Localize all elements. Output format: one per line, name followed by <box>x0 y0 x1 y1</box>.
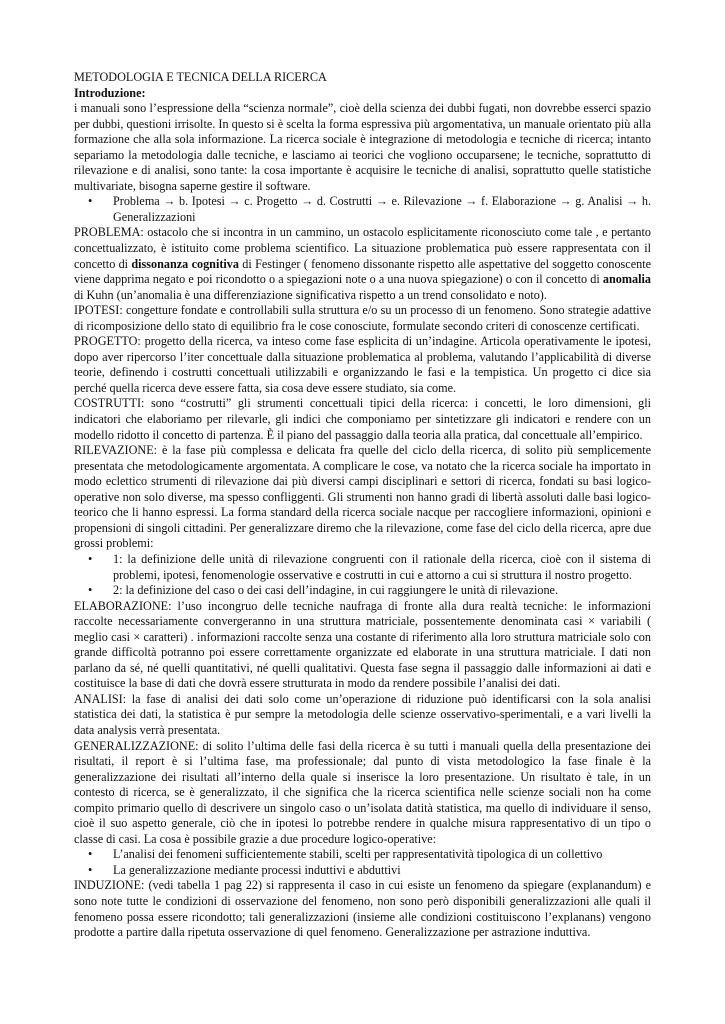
bullet-icon: • <box>88 847 93 862</box>
problema-text-3: di Kuhn (un’anomalia è una differenziazione significativa rispetto a un trend consolidato e noto). <box>74 287 547 302</box>
bullet-icon: • <box>88 583 93 598</box>
anomalia-term: anomalia <box>602 272 651 287</box>
document-page <box>74 70 651 941</box>
costrutti-paragraph: COSTRUTTI: sono “costrutti” gli strumenti concettuali tipici della ricerca: i concetti, le loro dimensioni, gli indicatori che elaboriamo per rilevarle, gli indici che componiamo per sintetizzare gli indicatori e rendere con un modello ridotto il concetto di partenza. È il piano del passaggio dalla teoria alla pratica, dal concettuale all’empirico. <box>74 396 651 442</box>
list-item <box>74 583 651 599</box>
document-title: METODOLOGIA E TECNICA DELLA RICERCA <box>74 70 327 84</box>
dissonanza-term: dissonanza cognitiva <box>131 256 239 271</box>
list-item-text: 2: la definizione del caso o dei casi dell’indagine, in cui raggiungere le unità di rilevazione. <box>113 583 559 598</box>
intro-paragraph: i manuali sono l’espressione della “scienza normale”, cioè della scienza dei dubbi fugati, non dovrebbe esserci spazio per dubbi, questioni irrisolte. In questo si è scelta la forma espressiva più argomentativa, un manuale orientato più alla formazione che alla sola informazione. La ricerca sociale è integrazione di metodologia e tecniche di ricerca; intanto separiamo la metodologia dalle tecniche, e lasciamo ai teorici che vogliono occuparsene; le tecniche, soprattutto di rilevazione e di analisi, sono tante: la cosa importante è acquisire le tecniche di analisi, soprattutto quelle statistiche multivariate, bisogna saperne gestire il software. <box>74 101 651 193</box>
rilevazione-list <box>74 552 651 599</box>
list-item-text: 1: la definizione delle unità di rilevazione congruenti con il rationale della ricerca, cioè con il sistema di problemi, ipotesi, fenomenologie osservative e costrutti in cui e attorno a cui si struttura il nostro progetto. <box>113 551 651 582</box>
bullet-icon: • <box>88 551 93 566</box>
intro-heading: Introduzione: <box>74 85 146 100</box>
phases-text: Problema → b. Ipotesi → c. Progetto → d. Costrutti → e. Rilevazione → f. Elaborazione → g. Analisi → h. Generalizzazioni <box>113 194 651 224</box>
progetto-paragraph: PROGETTO: progetto della ricerca, va inteso come fase esplicita di un’indagine. Articola operativamente le ipotesi, dopo aver ripercorso l’iter concettuale dalla situazione problematica al problema, valutando l’applicabilità di diverse teorie, definendo i costrutti concettuali utilizzabili e organizzando le fasi e la tempistica. Un progetto ci dice sia perché quella ricerca deve essere fatta, sia cosa deve essere studiato, sia come. <box>74 334 651 395</box>
problema-text-2: di Festinger ( fenomeno dissonante rispetto alle aspettative del soggetto conoscente viene dapprima negato e poi ricondotto o a spiegazioni note o a una nuova spiegazione) o con il concetto di <box>74 256 652 287</box>
list-item-text: L’analisi dei fenomeni sufficientemente stabili, scelti per rappresentatività tipologica di un collettivo <box>113 847 603 862</box>
problema-text-1: PROBLEMA: ostacolo che si incontra in un cammino, un ostacolo esplicitamente riconosciuto come tale , e pertanto concettualizzato, è istituito come problema scientifico. La situazione problematica può essere rappresentata con il concetto di <box>74 225 651 271</box>
list-item <box>74 552 651 583</box>
elaborazione-paragraph: ELABORAZIONE: l’uso incongruo delle tecniche naufraga di fronte alla dura realtà tecniche: le informazioni raccolte necessariamente convergeranno in una struttura matriciale, possentemente denominata casi × variabili ( meglio casi × caratteri) . informazioni raccolte senza una costante di riferimento alla loro struttura matriciale solo con grande difficoltà potranno poi essere correttamente organizzate ed elaborate in una struttura matriciale. I dati non parlano da sé, né quelli quantitativi, né quelli qualitativi. Questa fase segna il passaggio dalle informazioni ai dati e costituisce la base di dati che dovrà essere strutturata in modo da rendere possibile l’analisi dei dati. <box>74 598 651 691</box>
ipotesi-paragraph: IPOTESI: congetture fondate e controllabili sulla struttura e/o su un processo di un fenomeno. Sono strategie adattive di ricomposizione dello stato di equilibrio fra le cose conosciute, formulate secondo criteri di conoscenze certificati. <box>74 303 651 333</box>
list-item <box>74 847 651 863</box>
rilevazione-paragraph: RILEVAZIONE: è la fase più complessa e delicata fra quelle del ciclo della ricerca, di solito più semplicemente presentata che metodologicamente argomentata. A complicare le cose, va notato che la ricerca sociale ha importato in modo eclettico strumenti di rilevazione dai più diversi campi disciplinari e settori di ricerca, fondati su basi logico-operative non solo diverse, ma spesso confliggenti. Gli strumenti non hanno gradi di libertà assoluti dalle basi logico-teorico che li hanno espressi. La forma standard della ricerca sociale nacque per raccogliere informazioni, opinioni e propensioni di singoli cittadini. Per generalizzare diremo che la rilevazione, come fase del ciclo della ricerca, apre due grossi problemi: <box>74 443 651 551</box>
generalizzazione-list <box>74 847 651 878</box>
phases-list <box>74 194 651 225</box>
list-item <box>74 194 651 225</box>
induzione-paragraph: INDUZIONE: (vedi tabella 1 pag 22) si rappresenta il caso in cui esiste un fenomeno da spiegare (explanandum) e sono note tutte le condizioni di osservazione del fenomeno, non sono però disponibili generalizzazioni alle quali il fenomeno possa essere ricondotto; tali generalizzazioni (insieme alle condizioni costituiscono l’explanans) vengono prodotte a partire dalla ripetuta osservazione di quel fenomeno. Generalizzazione per astrazione induttiva. <box>74 878 651 940</box>
analisi-paragraph: ANALISI: la fase di analisi dei dati solo come un’operazione di riduzione può identificarsi con la sola analisi statistica dei dati, la statistica è pur sempre la metodologia delle scienze osservativo-sperimentali, e a vari livelli la data analysis verrà presentata. <box>74 691 651 737</box>
list-item-text: La generalizzazione mediante processi induttivi e abduttivi <box>113 862 401 877</box>
generalizzazione-paragraph: GENERALIZZAZIONE: di solito l’ultima delle fasi della ricerca è su tutti i manuali quella della presentazione dei risultati, il report è si l’ultima fase, ma professionale; dal punto di vista metodologico la fase finale è la generalizzazione dei risultati all’interno della quale si inserisce la loro presentazione. Un risultato è tale, in un contesto di ricerca, se è generalizzato, il che significa che la ricerca scientifica nelle scienze sociali non ha come compito primario quello di descrivere un singolo caso o un’isolata datità statistica, ma quello di individuare il senso, cioè il suo aspetto generale, ciò che in ipotesi lo potrebbe rendere in qualche misura rappresentativo di un tipo o classe di casi. La cosa è possibile grazie a due procedure logico-operative: <box>74 738 651 846</box>
list-item <box>74 863 651 879</box>
bullet-icon: • <box>88 862 93 877</box>
problema-paragraph <box>74 225 651 303</box>
bullet-icon: • <box>88 194 93 209</box>
